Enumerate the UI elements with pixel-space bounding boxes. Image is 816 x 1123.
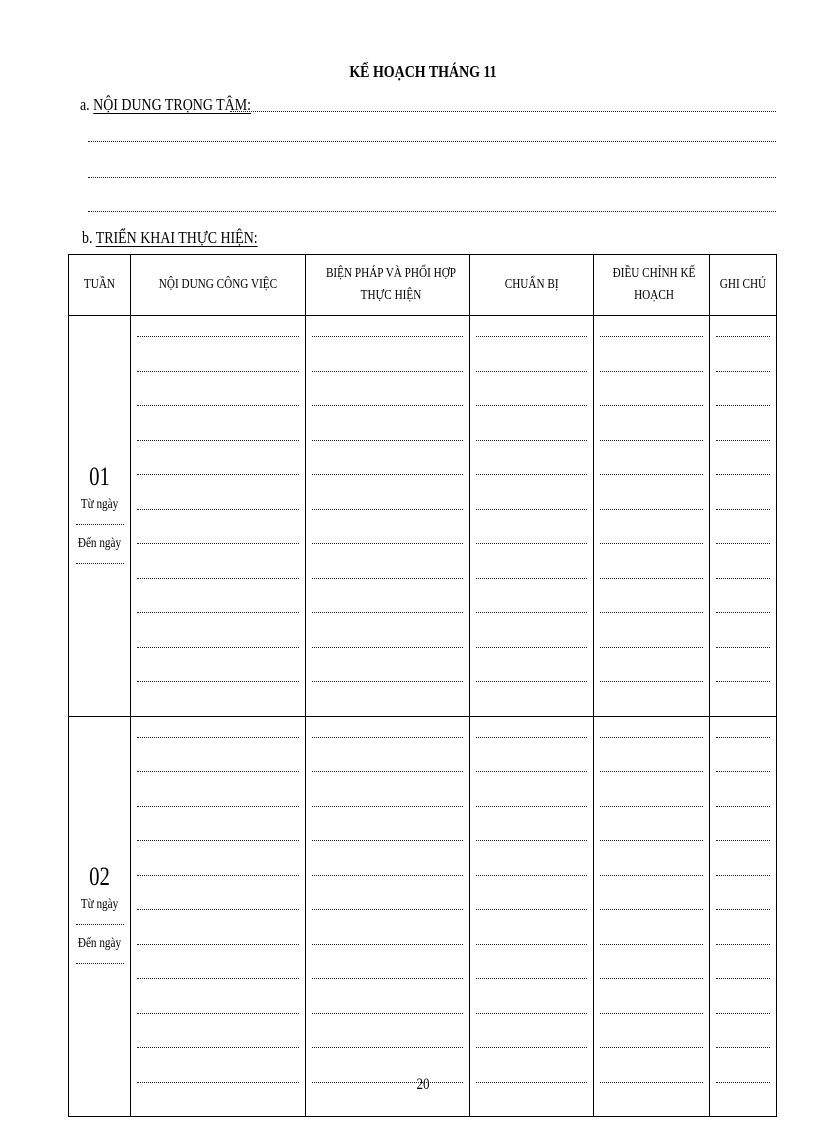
- dotted-writing-line[interactable]: [312, 509, 463, 510]
- dotted-writing-line[interactable]: [137, 944, 299, 945]
- dotted-writing-line[interactable]: [137, 543, 299, 544]
- dotted-writing-line[interactable]: [312, 474, 463, 475]
- week-from-date-field[interactable]: [76, 922, 124, 925]
- dotted-writing-line[interactable]: [476, 944, 587, 945]
- dotted-writing-line[interactable]: [137, 1047, 299, 1048]
- week-from-label: Từ ngày: [80, 897, 119, 913]
- dotted-writing-line[interactable]: [312, 647, 463, 648]
- dotted-writing-line[interactable]: [137, 1013, 299, 1014]
- section-a-blank-line[interactable]: [88, 177, 776, 178]
- dotted-writing-line[interactable]: [716, 336, 770, 337]
- dotted-writing-line[interactable]: [600, 771, 703, 772]
- plan-table: [68, 254, 777, 1117]
- dotted-writing-line[interactable]: [312, 737, 463, 738]
- dotted-writing-line[interactable]: [312, 806, 463, 807]
- dotted-writing-line[interactable]: [716, 771, 770, 772]
- dotted-writing-line[interactable]: [600, 405, 703, 406]
- section-a-dotted-line[interactable]: [230, 107, 776, 112]
- week-number: 01: [89, 461, 110, 491]
- dotted-writing-line[interactable]: [137, 578, 299, 579]
- dotted-writing-line[interactable]: [312, 681, 463, 682]
- dotted-writing-line[interactable]: [312, 771, 463, 772]
- dotted-writing-line[interactable]: [137, 681, 299, 682]
- table-header-row: [69, 255, 777, 316]
- header-notes: GHI CHÚ: [710, 255, 777, 316]
- dotted-writing-line[interactable]: [476, 681, 587, 682]
- dotted-writing-line[interactable]: [600, 840, 703, 841]
- dotted-writing-line[interactable]: [312, 371, 463, 372]
- dotted-writing-line[interactable]: [312, 1047, 463, 1048]
- measures-cell[interactable]: [306, 316, 470, 717]
- dotted-writing-line[interactable]: [137, 737, 299, 738]
- page-number: 20: [416, 1076, 430, 1093]
- dotted-writing-line[interactable]: [476, 371, 587, 372]
- dotted-writing-line[interactable]: [600, 909, 703, 910]
- dotted-writing-line[interactable]: [476, 771, 587, 772]
- dotted-writing-line[interactable]: [716, 371, 770, 372]
- week-to-label: Đến ngày: [77, 535, 122, 551]
- dotted-writing-line[interactable]: [600, 440, 703, 441]
- task-content-cell[interactable]: [131, 316, 306, 717]
- header-task-content: NỘI DUNG CÔNG VIỆC: [131, 255, 306, 316]
- dotted-writing-line[interactable]: [716, 474, 770, 475]
- notes-cell[interactable]: [710, 716, 777, 1117]
- table-row: [69, 316, 777, 717]
- dotted-writing-line[interactable]: [312, 405, 463, 406]
- week-from-label: Từ ngày: [80, 496, 119, 512]
- dotted-writing-line[interactable]: [312, 1013, 463, 1014]
- dotted-writing-line[interactable]: [476, 474, 587, 475]
- dotted-writing-line[interactable]: [476, 647, 587, 648]
- plan-adjustment-cell[interactable]: [594, 716, 710, 1117]
- dotted-writing-line[interactable]: [137, 806, 299, 807]
- dotted-writing-line[interactable]: [312, 978, 463, 979]
- dotted-writing-line[interactable]: [137, 612, 299, 613]
- week-cell: [69, 316, 131, 717]
- dotted-writing-line[interactable]: [476, 578, 587, 579]
- dotted-writing-line[interactable]: [716, 944, 770, 945]
- dotted-writing-line[interactable]: [312, 909, 463, 910]
- dotted-writing-line[interactable]: [137, 909, 299, 910]
- dotted-writing-line[interactable]: [716, 578, 770, 579]
- week-to-date-field[interactable]: [76, 561, 124, 564]
- dotted-writing-line[interactable]: [600, 543, 703, 544]
- dotted-writing-line[interactable]: [716, 840, 770, 841]
- page-title: KẾ HOẠCH THÁNG 11: [349, 62, 497, 81]
- dotted-writing-line[interactable]: [312, 336, 463, 337]
- dotted-writing-line[interactable]: [476, 806, 587, 807]
- dotted-writing-line[interactable]: [716, 1047, 770, 1048]
- dotted-writing-line[interactable]: [312, 578, 463, 579]
- dotted-writing-line[interactable]: [600, 578, 703, 579]
- dotted-writing-line[interactable]: [600, 737, 703, 738]
- dotted-writing-line[interactable]: [137, 440, 299, 441]
- measures-cell[interactable]: [306, 716, 470, 1117]
- dotted-writing-line[interactable]: [600, 875, 703, 876]
- dotted-writing-line[interactable]: [600, 474, 703, 475]
- dotted-writing-line[interactable]: [476, 1013, 587, 1014]
- dotted-writing-line[interactable]: [476, 440, 587, 441]
- table-row: [69, 716, 777, 1117]
- dotted-writing-line[interactable]: [716, 440, 770, 441]
- dotted-writing-line[interactable]: [137, 336, 299, 337]
- preparation-cell[interactable]: [470, 716, 594, 1117]
- dotted-writing-line[interactable]: [312, 944, 463, 945]
- dotted-writing-line[interactable]: [476, 840, 587, 841]
- dotted-writing-line[interactable]: [312, 440, 463, 441]
- dotted-writing-line[interactable]: [476, 737, 587, 738]
- plan-adjustment-cell[interactable]: [594, 316, 710, 717]
- section-a-label: a. NỘI DUNG TRỌNG TÂM:: [80, 95, 252, 114]
- dotted-writing-line[interactable]: [716, 681, 770, 682]
- dotted-writing-line[interactable]: [600, 509, 703, 510]
- dotted-writing-line[interactable]: [716, 737, 770, 738]
- dotted-writing-line[interactable]: [716, 647, 770, 648]
- section-a-blank-line[interactable]: [88, 141, 776, 142]
- dotted-writing-line[interactable]: [716, 405, 770, 406]
- dotted-writing-line[interactable]: [716, 1013, 770, 1014]
- dotted-writing-line[interactable]: [716, 909, 770, 910]
- dotted-writing-line[interactable]: [600, 978, 703, 979]
- dotted-writing-line[interactable]: [312, 612, 463, 613]
- dotted-writing-line[interactable]: [137, 371, 299, 372]
- dotted-writing-line[interactable]: [600, 806, 703, 807]
- section-a-blank-line[interactable]: [88, 211, 776, 212]
- dotted-writing-line[interactable]: [137, 647, 299, 648]
- dotted-writing-line[interactable]: [600, 371, 703, 372]
- week-to-date-field[interactable]: [76, 961, 124, 964]
- dotted-writing-line[interactable]: [600, 647, 703, 648]
- header-plan-adjustment: ĐIỀU CHỈNH KẾ HOẠCH: [594, 255, 710, 316]
- dotted-writing-line[interactable]: [312, 840, 463, 841]
- dotted-writing-line[interactable]: [600, 336, 703, 337]
- dotted-writing-line[interactable]: [716, 806, 770, 807]
- dotted-writing-line[interactable]: [476, 509, 587, 510]
- dotted-writing-line[interactable]: [476, 1047, 587, 1048]
- notes-cell[interactable]: [710, 316, 777, 717]
- section-b-label: b. TRIỂN KHAI THỰC HIỆN:: [82, 228, 258, 247]
- week-number: 02: [89, 862, 110, 892]
- dotted-writing-line[interactable]: [600, 944, 703, 945]
- dotted-writing-line[interactable]: [716, 978, 770, 979]
- dotted-writing-line[interactable]: [716, 875, 770, 876]
- dotted-writing-line[interactable]: [600, 681, 703, 682]
- dotted-writing-line[interactable]: [476, 978, 587, 979]
- dotted-writing-line[interactable]: [312, 543, 463, 544]
- dotted-writing-line[interactable]: [716, 612, 770, 613]
- header-measures: BIỆN PHÁP VÀ PHỐI HỢP THỰC HIỆN: [306, 255, 470, 316]
- section-a: [80, 95, 776, 115]
- header-preparation: CHUẨN BỊ: [470, 255, 594, 316]
- week-to-label: Đến ngày: [77, 936, 122, 952]
- dotted-writing-line[interactable]: [312, 875, 463, 876]
- preparation-cell[interactable]: [470, 316, 594, 717]
- dotted-writing-line[interactable]: [476, 336, 587, 337]
- task-content-cell[interactable]: [131, 716, 306, 1117]
- dotted-writing-line[interactable]: [600, 1013, 703, 1014]
- week-from-date-field[interactable]: [76, 522, 124, 525]
- week-cell: [69, 716, 131, 1117]
- dotted-writing-line[interactable]: [137, 978, 299, 979]
- dotted-writing-line[interactable]: [137, 405, 299, 406]
- dotted-writing-line[interactable]: [137, 509, 299, 510]
- dotted-writing-line[interactable]: [476, 909, 587, 910]
- dotted-writing-line[interactable]: [137, 875, 299, 876]
- dotted-writing-line[interactable]: [137, 840, 299, 841]
- dotted-writing-line[interactable]: [716, 509, 770, 510]
- header-week: TUẦN: [69, 255, 131, 316]
- dotted-writing-line[interactable]: [476, 405, 587, 406]
- dotted-writing-line[interactable]: [600, 1047, 703, 1048]
- dotted-writing-line[interactable]: [600, 612, 703, 613]
- dotted-writing-line[interactable]: [476, 875, 587, 876]
- dotted-writing-line[interactable]: [137, 771, 299, 772]
- dotted-writing-line[interactable]: [476, 612, 587, 613]
- dotted-writing-line[interactable]: [476, 543, 587, 544]
- dotted-writing-line[interactable]: [716, 543, 770, 544]
- dotted-writing-line[interactable]: [137, 474, 299, 475]
